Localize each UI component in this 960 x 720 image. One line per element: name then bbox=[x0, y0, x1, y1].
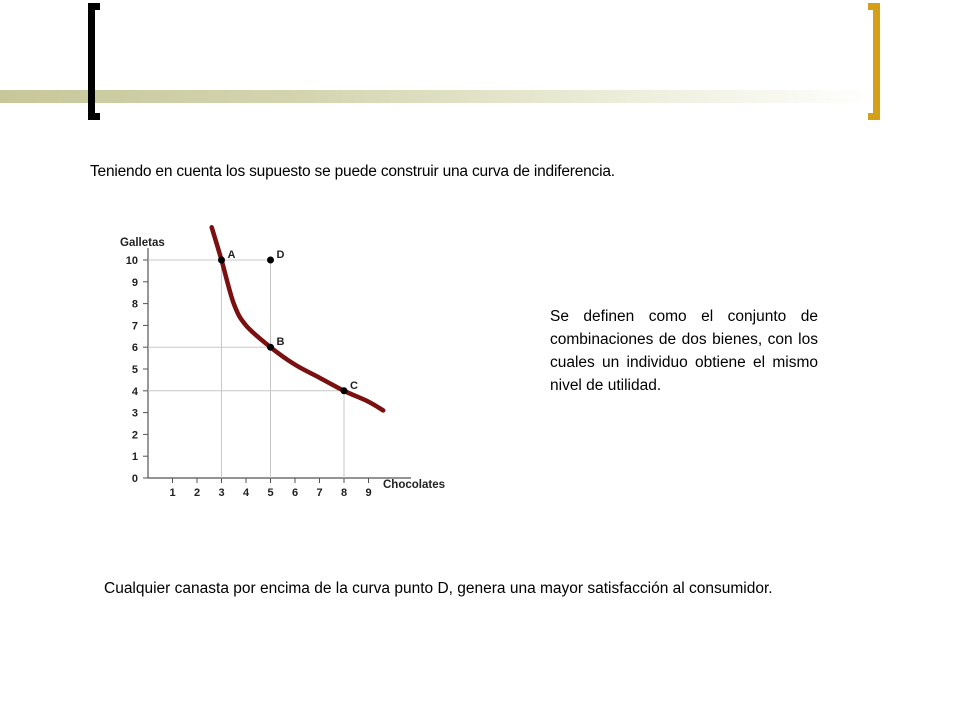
y-tick-label: 0 bbox=[131, 473, 138, 485]
header-gradient-bar bbox=[0, 90, 880, 103]
x-tick-label: 5 bbox=[267, 487, 274, 499]
y-tick-label: 1 bbox=[131, 451, 138, 464]
point-d-marker bbox=[267, 257, 274, 264]
x-tick-label: 1 bbox=[169, 487, 176, 499]
indifference-curve-chart bbox=[110, 215, 460, 505]
right-bracket-decoration bbox=[868, 3, 880, 120]
x-tick-label: 9 bbox=[365, 487, 372, 499]
x-tick-label: 8 bbox=[340, 487, 348, 499]
y-tick-label: 5 bbox=[131, 364, 138, 376]
x-axis-label: Chocolates bbox=[383, 479, 445, 491]
point-c-label: C bbox=[350, 379, 358, 392]
y-tick-label: 2 bbox=[131, 429, 138, 442]
x-tick-label: 4 bbox=[242, 487, 250, 499]
point-c-marker bbox=[341, 387, 348, 394]
x-tick-label: 7 bbox=[316, 487, 323, 499]
intro-text: Teniendo en cuenta los supuesto se puede construir una curva de indiferencia. bbox=[90, 163, 615, 180]
y-tick-label: 6 bbox=[131, 342, 138, 355]
point-b-marker bbox=[267, 344, 274, 351]
point-a-marker bbox=[218, 257, 225, 264]
y-tick-label: 7 bbox=[131, 320, 138, 333]
y-tick-label: 3 bbox=[131, 407, 138, 420]
x-tick-label: 2 bbox=[193, 487, 201, 499]
y-axis-label: Galletas bbox=[120, 237, 165, 249]
left-bracket-decoration bbox=[88, 3, 100, 120]
y-tick-label: 8 bbox=[131, 298, 138, 311]
x-tick-label: 3 bbox=[218, 487, 225, 499]
y-tick-label: 9 bbox=[131, 276, 138, 289]
point-b-label: B bbox=[276, 336, 285, 349]
point-d-label: D bbox=[276, 249, 285, 261]
definition-text: Se definen como el conjunto de combinaciones de dos bienes, con los cuales un individuo obtiene el mismo nivel de utilidad. bbox=[550, 308, 818, 394]
x-tick-label: 6 bbox=[291, 487, 299, 499]
y-tick-label: 10 bbox=[125, 255, 138, 267]
y-tick-label: 4 bbox=[131, 385, 138, 398]
point-a-label: A bbox=[227, 249, 236, 261]
conclusion-text: Cualquier canasta por encima de la curva punto D, genera una mayor satisfacción al consumidor. bbox=[104, 580, 773, 597]
